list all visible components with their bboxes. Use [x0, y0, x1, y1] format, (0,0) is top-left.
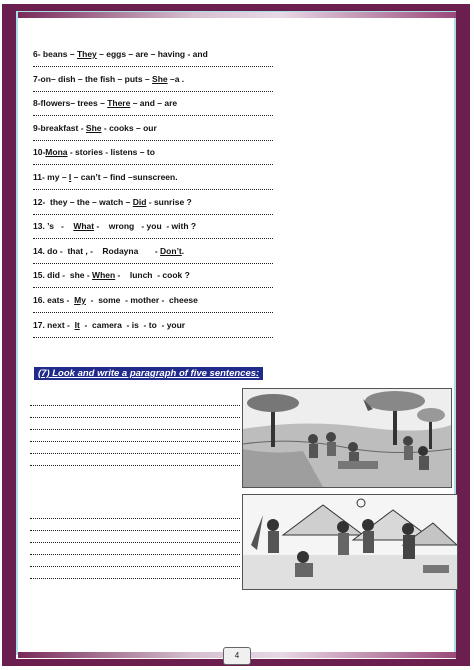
answer-line[interactable]	[33, 64, 273, 67]
question-text	[33, 220, 273, 232]
paragraph-writing-line[interactable]	[30, 463, 240, 466]
paragraph-writing-line[interactable]	[30, 415, 240, 418]
answer-line[interactable]	[33, 113, 273, 116]
question-text	[33, 269, 273, 281]
question-subject-word: There	[107, 98, 131, 109]
answer-line[interactable]	[33, 285, 273, 288]
paragraph-writing-line[interactable]	[30, 552, 240, 555]
question-text	[33, 319, 273, 331]
question-words-before: 15. did - she -	[33, 270, 93, 281]
paragraph-writing-line[interactable]	[30, 403, 240, 406]
question-words-after: - wrong - you - with ?	[94, 221, 197, 232]
question-item	[33, 269, 273, 288]
paragraph-writing-line[interactable]	[30, 564, 240, 567]
paragraph-writing-line[interactable]	[30, 439, 240, 442]
question-words-before: 12- they – the – watch –	[33, 196, 133, 207]
question-item	[33, 97, 273, 116]
question-words-after: - stories - listens – to	[67, 147, 155, 158]
question-item	[33, 294, 273, 313]
question-words-after: - some - mother - cheese	[85, 295, 198, 305]
question-words-before: 14. do - that , - Rodayna -	[33, 245, 161, 256]
answer-line[interactable]	[33, 335, 273, 338]
answer-line[interactable]	[33, 261, 273, 264]
answer-line[interactable]	[33, 162, 273, 165]
question-words-after: - sunrise ?	[146, 196, 192, 207]
answer-line[interactable]	[33, 187, 273, 190]
question-item	[33, 48, 273, 67]
question-item	[33, 220, 273, 239]
paragraph-writing-line[interactable]	[30, 540, 240, 543]
question-text	[33, 245, 273, 257]
question-text	[33, 73, 273, 85]
paragraph-writing-line[interactable]	[30, 576, 240, 579]
question-words-before: 13. ’s -	[33, 221, 74, 232]
question-words-before: 6- beans –	[33, 49, 77, 59]
question-words-before: 10-	[33, 147, 46, 158]
answer-line[interactable]	[33, 212, 273, 215]
question-words-before: 16. eats -	[33, 295, 75, 305]
question-subject-word: When	[92, 270, 116, 281]
question-words-after: - camera - is - to - your	[79, 319, 186, 330]
question-words-after: - cooks – our	[101, 122, 157, 133]
question-item	[33, 171, 273, 190]
question-text	[33, 171, 273, 183]
question-subject-word: Mona	[45, 147, 68, 158]
paragraph-writing-line[interactable]	[30, 528, 240, 531]
question-words-after: .	[181, 245, 185, 256]
question-item	[33, 122, 273, 141]
question-text	[33, 97, 273, 109]
top-decor-strip	[18, 12, 456, 18]
question-words-before: 7-on– dish – the fish – puts –	[33, 73, 153, 84]
picnic-illustration	[242, 388, 452, 488]
paragraph-writing-line[interactable]	[30, 516, 240, 519]
question-text	[33, 146, 273, 158]
paragraph-writing-line[interactable]	[30, 427, 240, 430]
question-words-after: –a .	[167, 73, 185, 84]
question-words-before: 8-flowers– trees –	[33, 98, 108, 109]
question-subject-word: She	[85, 122, 102, 133]
question-item	[33, 73, 273, 92]
question-words-after: - lunch - cook ?	[115, 270, 190, 281]
page-number: 4	[223, 647, 251, 665]
question-item	[33, 196, 273, 215]
answer-line[interactable]	[33, 236, 273, 239]
answer-line[interactable]	[33, 310, 273, 313]
question-text	[33, 294, 273, 306]
section-7-title: (7) Look and write a paragraph of five sentences:	[34, 367, 263, 380]
question-subject-word: She	[152, 73, 168, 84]
question-text	[33, 122, 273, 134]
question-words-after: – can’t – find –sunscreen.	[71, 172, 178, 182]
question-words-before: 11- my –	[33, 172, 69, 182]
question-subject-word: What	[73, 221, 95, 232]
question-words-before: 17. next -	[33, 319, 75, 330]
answer-line[interactable]	[33, 89, 273, 92]
question-item	[33, 319, 273, 338]
paragraph-writing-line[interactable]	[30, 451, 240, 454]
question-item	[33, 146, 273, 165]
question-words-after: – and – are	[130, 98, 178, 109]
question-item	[33, 245, 273, 264]
question-subject-word: They	[76, 49, 97, 59]
question-words-before: 9-breakfast -	[33, 122, 86, 133]
camping-illustration	[242, 494, 458, 590]
question-subject-word: Don’t	[160, 245, 182, 256]
question-text	[33, 196, 273, 208]
answer-line[interactable]	[33, 138, 273, 141]
question-words-after: – eggs – are – having - and	[96, 49, 208, 59]
question-subject-word: I	[68, 172, 72, 182]
question-subject-word: Did	[132, 196, 147, 207]
question-text	[33, 48, 273, 60]
question-subject-word: It	[74, 319, 80, 330]
question-subject-word: My	[74, 295, 86, 305]
